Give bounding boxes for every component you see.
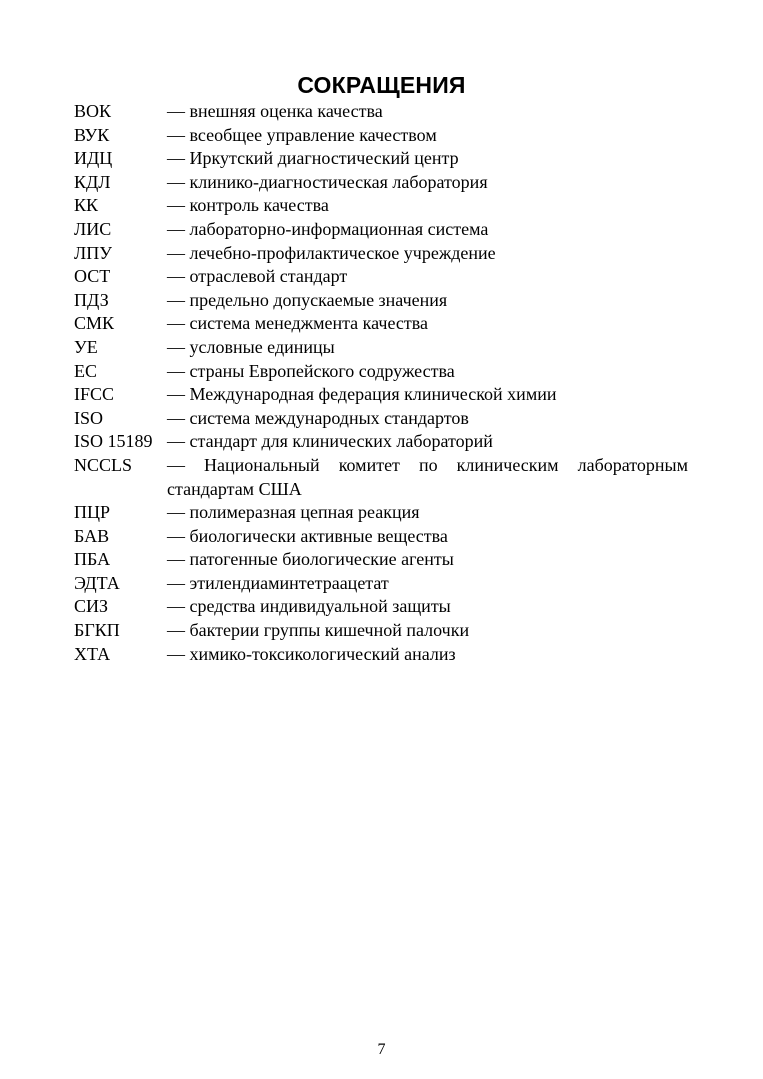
definition: — страны Европейского содружества (167, 360, 455, 381)
abbreviation: УЕ (74, 336, 98, 357)
abbreviation: СИЗ (74, 596, 109, 617)
definition: — бактерии группы кишечной палочки (167, 620, 470, 641)
list-item (74, 454, 688, 501)
abbreviation: ЭДТА (74, 572, 120, 593)
definition: — клинико-диагностическая лаборатория (167, 171, 488, 192)
abbreviation: ЛИС (74, 218, 112, 239)
definition: — Национальный комитет по клиническим лабораторным стандартам США (167, 454, 688, 499)
list-item (74, 619, 688, 643)
definition: — система международных стандартов (167, 407, 469, 428)
abbreviation: ВУК (74, 124, 110, 145)
list-item (74, 242, 688, 266)
list-item (74, 312, 688, 336)
list-item (74, 265, 688, 289)
abbreviation: БГКП (74, 620, 120, 641)
definition: — условные единицы (167, 336, 335, 357)
list-item (74, 218, 688, 242)
definition: — химико-токсикологический анализ (167, 643, 456, 664)
definition: — лабораторно-информационная система (167, 218, 489, 239)
abbreviation: ПБА (74, 549, 111, 570)
page-number: 7 (377, 1041, 386, 1058)
list-item (74, 147, 688, 171)
definition: — биологически активные вещества (167, 525, 448, 546)
abbreviation: ОСТ (74, 266, 111, 287)
list-item (74, 595, 688, 619)
abbreviation: СМК (74, 313, 115, 334)
abbreviation: ЛПУ (74, 242, 112, 263)
definition: — стандарт для клинических лабораторий (167, 431, 493, 452)
list-item (74, 336, 688, 360)
list-item (74, 572, 688, 596)
abbreviation: ВОК (74, 101, 112, 121)
definition: — предельно допускаемые значения (167, 289, 448, 310)
definition: — внешняя оценка качества (167, 101, 383, 121)
abbreviation: NCCLS (74, 454, 133, 475)
list-item (74, 643, 688, 667)
definition: — Международная федерация клинической химии (167, 384, 557, 405)
definition: — лечебно-профилактическое учреждение (167, 242, 496, 263)
abbreviation: ПЦР (74, 502, 111, 523)
list-item (74, 194, 688, 218)
definition: — отраслевой стандарт (167, 266, 348, 287)
definition: — система менеджмента качества (167, 313, 429, 334)
definition: — всеобщее управление качеством (167, 124, 437, 145)
abbreviation: ПДЗ (74, 289, 109, 310)
abbreviation: ХТА (74, 643, 111, 664)
abbreviation: IFCC (74, 384, 115, 405)
definition: — контроль качества (167, 195, 329, 216)
list-item (74, 171, 688, 195)
abbreviation: ISO 15189 (74, 431, 153, 452)
abbreviations-list (74, 100, 688, 666)
abbreviation: БАВ (74, 525, 110, 546)
abbreviation: КК (74, 195, 99, 216)
list-item (74, 100, 688, 124)
definition: — средства индивидуальной защиты (167, 596, 451, 617)
definition: — патогенные биологические агенты (167, 549, 454, 570)
definition: — полимеразная цепная реакция (167, 502, 420, 523)
list-item (74, 407, 688, 431)
list-item (74, 289, 688, 313)
abbreviation: ISO (74, 407, 104, 428)
definition: — этилендиаминтетраацетат (167, 572, 389, 593)
abbreviation: КДЛ (74, 171, 111, 192)
list-item (74, 430, 688, 454)
list-item (74, 548, 688, 572)
abbreviation: ИДЦ (74, 148, 113, 169)
list-item (74, 525, 688, 549)
definition: — Иркутский диагностический центр (167, 148, 459, 169)
list-item (74, 383, 688, 407)
list-item (74, 501, 688, 525)
list-item (74, 124, 688, 148)
page-title: СОКРАЩЕНИЯ (297, 72, 466, 99)
list-item (74, 360, 688, 384)
abbreviation: ЕС (74, 360, 98, 381)
